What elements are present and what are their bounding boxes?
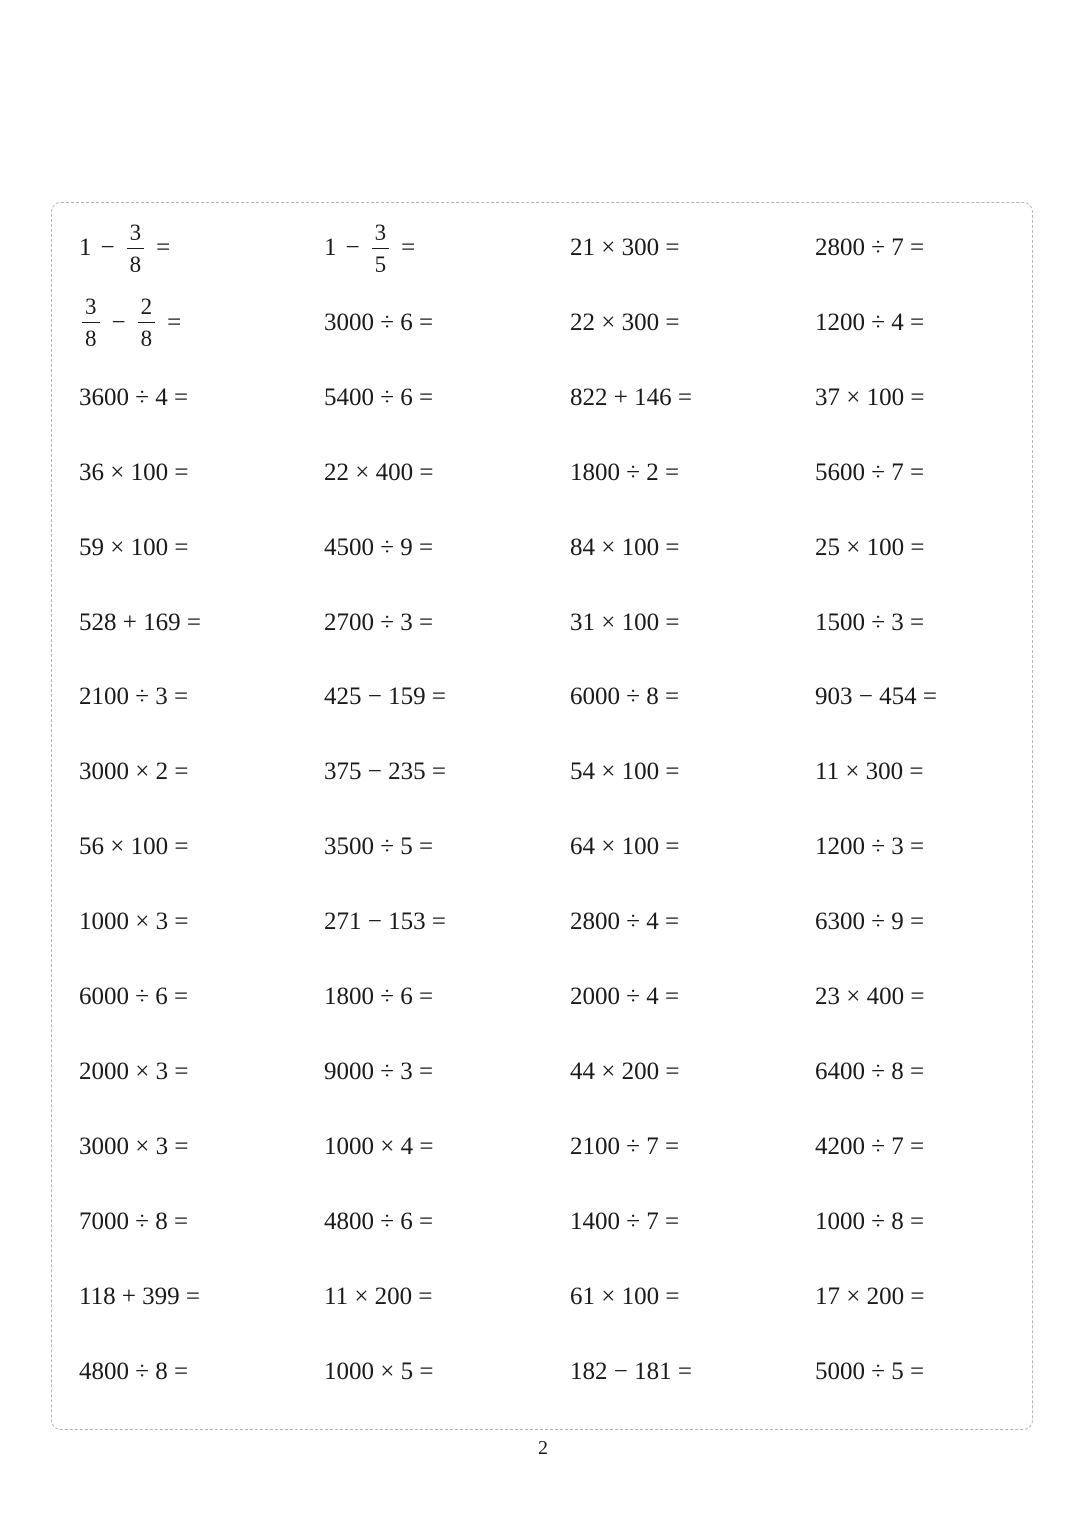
arithmetic-problem	[324, 1117, 433, 1177]
fraction-denominator: 8	[85, 326, 97, 352]
problem-text: 22 × 300 =	[570, 308, 680, 336]
arithmetic-problem	[815, 742, 924, 802]
problem-text: 2100 ÷ 7 =	[570, 1132, 680, 1160]
arithmetic-problem	[324, 1342, 433, 1402]
arithmetic-problem	[79, 967, 188, 1027]
arithmetic-problem	[324, 368, 433, 428]
arithmetic-problem	[324, 593, 433, 653]
arithmetic-problem	[324, 892, 446, 952]
problem-text: 822 + 146 =	[570, 383, 692, 411]
arithmetic-problem	[570, 1117, 679, 1177]
arithmetic-problem	[79, 368, 188, 428]
arithmetic-problem	[815, 443, 924, 503]
problem-text: 1200 ÷ 4 =	[815, 308, 925, 336]
problem-text: 31 × 100 =	[570, 608, 680, 636]
problem-text: 6400 ÷ 8 =	[815, 1057, 925, 1085]
problem-text: 2800 ÷ 7 =	[815, 234, 925, 261]
problem-text: 3000 × 2 =	[79, 758, 189, 786]
fraction-numerator: 2	[138, 295, 156, 323]
problem-text: 1800 ÷ 6 =	[324, 983, 434, 1010]
arithmetic-problem	[815, 218, 924, 278]
arithmetic-problem	[79, 293, 190, 353]
arithmetic-problem	[815, 1342, 924, 1402]
fraction-denominator: 8	[140, 326, 153, 352]
arithmetic-problem	[815, 817, 924, 877]
arithmetic-problem	[79, 443, 188, 503]
problem-text: 2800 ÷ 4 =	[570, 908, 680, 936]
fraction-numerator: 3	[372, 221, 390, 249]
arithmetic-problem	[570, 293, 679, 353]
problem-text: 2700 ÷ 3 =	[324, 608, 434, 636]
problem-text: 11 × 300 =	[815, 758, 924, 786]
arithmetic-problem	[570, 368, 692, 428]
problem-text: 1800 ÷ 2 =	[570, 458, 680, 486]
problem-text: 182 − 181 =	[570, 1357, 692, 1385]
equals-sign: =	[401, 234, 416, 261]
equals-sign: =	[167, 308, 182, 336]
arithmetic-problem	[324, 967, 433, 1027]
arithmetic-problem	[570, 742, 679, 802]
problem-text: 1200 ÷ 3 =	[815, 833, 925, 861]
arithmetic-problem	[815, 518, 924, 578]
problem-text: 1500 ÷ 3 =	[815, 608, 925, 636]
problem-text: 5000 ÷ 5 =	[815, 1357, 925, 1385]
problem-text: 84 × 100 =	[570, 533, 680, 561]
arithmetic-problem	[79, 742, 188, 802]
arithmetic-problem	[815, 368, 924, 428]
problem-text: 59 × 100 =	[79, 533, 189, 561]
arithmetic-problem	[79, 667, 188, 727]
problem-text: 903 − 454 =	[815, 683, 937, 711]
problem-text: 21 × 300 =	[570, 234, 680, 261]
arithmetic-problem	[324, 1192, 433, 1252]
arithmetic-problem	[79, 1117, 188, 1177]
problem-text: 1000 × 5 =	[324, 1357, 434, 1385]
problem-text: 1000 × 4 =	[324, 1132, 434, 1160]
problem-text: 23 × 400 =	[815, 983, 925, 1010]
problem-text: 3600 ÷ 4 =	[79, 383, 189, 411]
arithmetic-problem	[570, 817, 679, 877]
problem-text: 61 × 100 =	[570, 1282, 680, 1310]
arithmetic-problem	[570, 1342, 692, 1402]
problem-text: 1000 ÷ 8 =	[815, 1207, 925, 1235]
problem-text: 5600 ÷ 7 =	[815, 458, 925, 486]
arithmetic-problem	[79, 218, 179, 278]
problem-text: 9000 ÷ 3 =	[324, 1057, 434, 1085]
problem-text: 6000 ÷ 6 =	[79, 983, 189, 1010]
arithmetic-problem	[815, 293, 924, 353]
operand: 1	[79, 234, 92, 261]
arithmetic-problem	[570, 443, 679, 503]
fraction	[127, 221, 145, 276]
arithmetic-problem	[79, 1192, 188, 1252]
arithmetic-problem	[324, 293, 433, 353]
arithmetic-problem	[324, 443, 433, 503]
arithmetic-problem	[324, 667, 446, 727]
problem-text: 271 − 153 =	[324, 908, 446, 936]
arithmetic-problem	[79, 817, 188, 877]
problem-text: 17 × 200 =	[815, 1282, 925, 1310]
operator: −	[345, 234, 360, 261]
arithmetic-problem	[570, 967, 679, 1027]
arithmetic-problem	[79, 518, 188, 578]
arithmetic-problem	[324, 742, 446, 802]
problem-text: 375 − 235 =	[324, 758, 446, 786]
problem-text: 36 × 100 =	[79, 458, 189, 486]
arithmetic-problem	[79, 1042, 188, 1102]
problem-text: 56 × 100 =	[79, 833, 189, 861]
arithmetic-problem	[570, 892, 679, 952]
problem-text: 6300 ÷ 9 =	[815, 908, 925, 936]
operator: −	[111, 308, 126, 336]
problem-text: 22 × 400 =	[324, 458, 434, 486]
problem-text: 5400 ÷ 6 =	[324, 383, 434, 411]
fraction	[372, 221, 390, 276]
fraction	[82, 295, 100, 350]
fraction-numerator: 3	[82, 295, 100, 323]
problem-text: 4200 ÷ 7 =	[815, 1132, 925, 1160]
problem-text: 1400 ÷ 7 =	[570, 1207, 680, 1235]
arithmetic-problem	[815, 667, 937, 727]
problem-text: 44 × 200 =	[570, 1057, 680, 1085]
arithmetic-problem	[324, 1267, 433, 1327]
arithmetic-problem	[815, 967, 924, 1027]
problem-text: 4500 ÷ 9 =	[324, 533, 434, 561]
problem-text: 3000 ÷ 6 =	[324, 308, 434, 336]
arithmetic-problem	[570, 1192, 679, 1252]
problem-text: 3000 × 3 =	[79, 1132, 189, 1160]
page-number: 2	[538, 1437, 548, 1459]
arithmetic-problem	[815, 1042, 924, 1102]
problem-text: 118 + 399 =	[79, 1282, 201, 1310]
arithmetic-problem	[815, 593, 924, 653]
equals-sign: =	[156, 234, 171, 261]
arithmetic-problem	[570, 218, 679, 278]
arithmetic-problem	[324, 1042, 433, 1102]
arithmetic-problem	[324, 817, 433, 877]
problem-text: 4800 ÷ 8 =	[79, 1357, 189, 1385]
arithmetic-problem	[324, 218, 424, 278]
operator: −	[100, 234, 115, 261]
fraction-numerator: 3	[127, 221, 145, 249]
arithmetic-problem	[815, 892, 924, 952]
arithmetic-problem	[79, 1342, 188, 1402]
fraction-denominator: 8	[129, 251, 142, 277]
arithmetic-problem	[79, 593, 201, 653]
problem-text: 3500 ÷ 5 =	[324, 833, 434, 861]
arithmetic-problem	[570, 518, 679, 578]
operand: 1	[324, 234, 337, 261]
fraction-denominator: 5	[374, 251, 387, 277]
arithmetic-problem	[570, 593, 679, 653]
arithmetic-problem	[570, 667, 679, 727]
problem-text: 25 × 100 =	[815, 533, 925, 561]
problem-text: 11 × 200 =	[324, 1282, 433, 1310]
arithmetic-problem	[815, 1192, 924, 1252]
problem-text: 2100 ÷ 3 =	[79, 683, 189, 711]
problem-text: 528 + 169 =	[79, 608, 201, 636]
arithmetic-problem	[815, 1267, 924, 1327]
problem-text: 425 − 159 =	[324, 683, 446, 711]
arithmetic-problem	[79, 1267, 200, 1327]
problem-text: 37 × 100 =	[815, 383, 925, 411]
problem-text: 7000 ÷ 8 =	[79, 1207, 189, 1235]
fraction	[138, 295, 156, 350]
arithmetic-problem	[570, 1042, 679, 1102]
arithmetic-problem	[815, 1117, 924, 1177]
arithmetic-problem	[324, 518, 433, 578]
problem-text: 2000 × 3 =	[79, 1057, 189, 1085]
arithmetic-problem	[570, 1267, 679, 1327]
problem-text: 54 × 100 =	[570, 758, 680, 786]
problem-text: 4800 ÷ 6 =	[324, 1207, 434, 1235]
problem-text: 1000 × 3 =	[79, 908, 189, 936]
problem-text: 2000 ÷ 4 =	[570, 983, 680, 1010]
arithmetic-problem	[79, 892, 188, 952]
problem-text: 64 × 100 =	[570, 833, 680, 861]
problem-text: 6000 ÷ 8 =	[570, 683, 680, 711]
